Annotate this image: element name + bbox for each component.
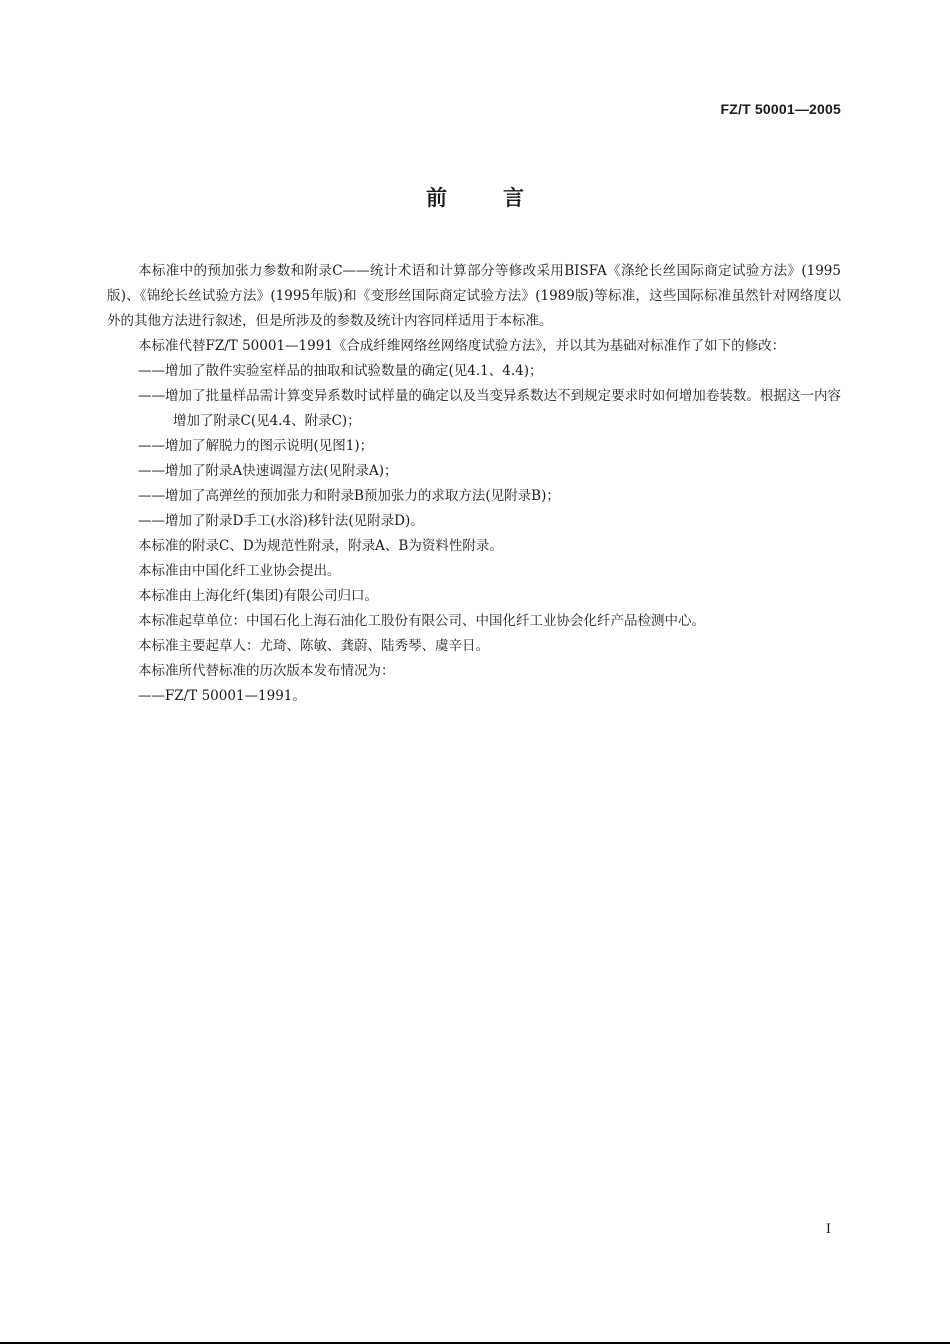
change-item: ——增加了散件实验室样品的抽取和试验数量的确定(见4.1、4.4)；	[138, 363, 543, 379]
paragraph-replacement: 本标准代替FZ/T 50001—1991《合成纤维网络丝网络度试验方法》，并以其为基础对标准作了如下的修改：	[138, 338, 786, 354]
paragraph-history-intro: 本标准所代替标准的历次版本发布情况为：	[138, 663, 395, 679]
change-item: ——增加了附录A快速调湿方法(见附录A)；	[138, 463, 398, 479]
change-item: ——增加了解脱力的图示说明(见图1)；	[138, 438, 374, 454]
paragraph-drafting-units: 本标准起草单位：中国石化上海石油化工股份有限公司、中国化纤工业协会化纤产品检测中心。	[138, 613, 705, 629]
page-number: I	[825, 1222, 831, 1237]
page-title: 前言	[426, 186, 580, 210]
paragraph-drafters: 本标准主要起草人：尤琦、陈敏、龚蔚、陆秀琴、虞辛日。	[138, 638, 489, 654]
change-item: ——增加了批量样品需计算变异系数时试样量的确定以及当变异系数达不到规定要求时如何增加卷装数。根据这一内容增加了附录C(见4.4、附录C)；	[138, 388, 841, 429]
standard-code-header: FZ/T 50001—2005	[720, 101, 841, 117]
paragraph-administrator: 本标准由上海化纤(集团)有限公司归口。	[138, 588, 379, 604]
history-item: ——FZ/T 50001—1991。	[138, 688, 306, 704]
paragraph-annexes: 本标准的附录C、D为规范性附录，附录A、B为资料性附录。	[138, 538, 503, 554]
paragraph-proposer: 本标准由中国化纤工业协会提出。	[138, 563, 341, 579]
change-item: ——增加了附录D手工(水浴)移针法(见附录D)。	[138, 513, 424, 529]
foreword-body	[107, 259, 841, 709]
paragraph-adoption: 本标准中的预加张力参数和附录C——统计术语和计算部分等修改采用BISFA《涤纶长丝国际商定试验方法》(1995版)、《锦纶长丝试验方法》(1995年版)和《变形丝国际商定试验方法》(1989版)等标准，这些国际标准虽然针对网络度以外的其他方法进行叙述，但是所涉及的参数及统计内容同样适用于本标准。	[107, 263, 841, 329]
change-item: ——增加了高弹丝的预加张力和附录B预加张力的求取方法(见附录B)；	[138, 488, 560, 504]
